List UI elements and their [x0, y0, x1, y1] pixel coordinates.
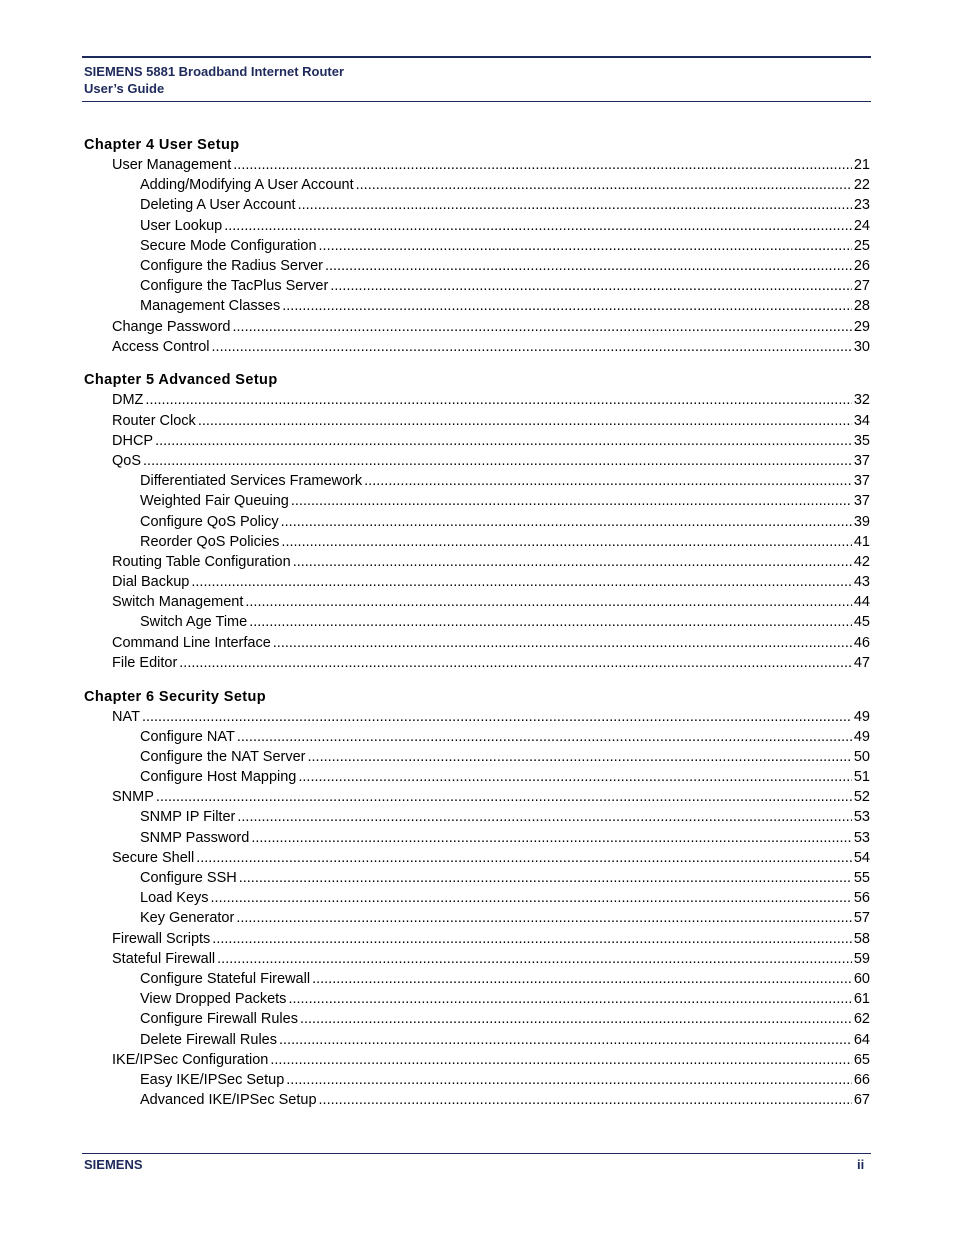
toc-entry-label: DHCP — [112, 432, 154, 449]
toc-entry-label: Configure the Radius Server — [140, 257, 323, 274]
toc-entry-label: Switch Management — [112, 594, 244, 611]
dot-leader — [325, 256, 852, 276]
dot-leader — [282, 296, 852, 316]
toc-entry[interactable] — [84, 1009, 870, 1029]
dot-leader — [237, 807, 852, 827]
toc-entry-page: 64 — [853, 1031, 870, 1048]
toc-entry-label: Secure Shell — [112, 849, 195, 866]
dot-leader — [286, 1070, 852, 1090]
toc-entry[interactable] — [84, 195, 870, 215]
dot-leader — [356, 175, 852, 195]
dot-leader — [273, 633, 852, 653]
toc-entry-label: QoS — [112, 452, 142, 469]
toc-entry-page: 27 — [853, 278, 870, 295]
toc-entry[interactable] — [84, 390, 870, 410]
dot-leader — [191, 572, 851, 592]
toc-entry-page: 66 — [853, 1071, 870, 1088]
toc-entry[interactable] — [84, 969, 870, 989]
dot-leader — [212, 929, 852, 949]
toc-entry-page: 24 — [853, 217, 870, 234]
toc-entry[interactable] — [84, 216, 870, 236]
toc-entry-label: User Management — [112, 157, 232, 173]
toc-entry-page: 32 — [853, 392, 870, 409]
toc-entry[interactable] — [84, 707, 870, 727]
toc-entry[interactable] — [84, 653, 870, 673]
toc-entry[interactable] — [84, 296, 870, 316]
toc-entry[interactable] — [84, 727, 870, 747]
toc-entry[interactable] — [84, 317, 870, 337]
toc-entry-label: Secure Mode Configuration — [140, 237, 317, 254]
toc-entry-label: Command Line Interface — [112, 634, 271, 651]
toc-entry[interactable] — [84, 868, 870, 888]
toc-entry-page: 61 — [853, 991, 870, 1008]
toc-entry-page: 44 — [853, 594, 870, 611]
toc-entry-label: Differentiated Services Framework — [140, 473, 363, 490]
dot-leader — [319, 1090, 852, 1110]
toc-entry-page: 28 — [853, 298, 870, 315]
toc-entry-label: Switch Age Time — [140, 614, 248, 631]
toc-entry-page: 25 — [853, 237, 870, 254]
toc-entry-page: 37 — [853, 473, 870, 490]
dot-leader — [179, 653, 852, 673]
dot-leader — [224, 216, 852, 236]
toc-entry-label: Advanced IKE/IPSec Setup — [140, 1092, 317, 1109]
toc-entry-page: 47 — [853, 654, 870, 671]
dot-leader — [300, 1009, 852, 1029]
toc-entry[interactable] — [84, 276, 870, 296]
header-top-rule — [82, 56, 871, 58]
toc-entry-page: 34 — [853, 412, 870, 429]
toc-entry-label: Configure NAT — [140, 728, 235, 745]
toc-entry-label: NAT — [112, 708, 140, 725]
toc-entry-label: SNMP — [112, 789, 154, 806]
toc-entry-page: 55 — [853, 870, 870, 886]
toc-entry-page: 37 — [853, 452, 870, 469]
toc-entry-label: Configure Host Mapping — [140, 769, 297, 786]
dot-leader — [236, 908, 852, 928]
toc-entry[interactable] — [84, 1070, 870, 1090]
toc-entry[interactable] — [84, 337, 870, 357]
toc-entry-label: Configure the NAT Server — [140, 748, 306, 765]
dot-leader — [288, 989, 851, 1009]
toc-entry-label: Access Control — [112, 338, 210, 355]
toc-entry-label: Configure the TacPlus Server — [140, 278, 329, 295]
toc-entry[interactable] — [84, 1090, 870, 1110]
toc-entry[interactable] — [84, 491, 870, 511]
toc-entry-label: Management Classes — [140, 298, 281, 315]
toc-entry-label: DMZ — [112, 392, 144, 409]
toc-entry[interactable] — [84, 929, 870, 949]
toc-entry[interactable] — [84, 256, 870, 276]
chapter-heading[interactable]: Chapter 6 Security Setup — [84, 688, 267, 705]
toc-entry[interactable] — [84, 431, 870, 451]
toc-entry-page: 67 — [853, 1092, 870, 1109]
toc-entry[interactable] — [84, 747, 870, 767]
toc-entry-page: 49 — [853, 728, 870, 745]
dot-leader — [143, 451, 852, 471]
toc-entry[interactable] — [84, 532, 870, 552]
toc-entry-page: 42 — [853, 553, 870, 570]
toc-entry[interactable] — [84, 236, 870, 256]
toc-entry-page: 57 — [853, 910, 870, 927]
toc-entry[interactable] — [84, 512, 870, 532]
footer-rule — [82, 1153, 871, 1154]
toc-entry-label: Key Generator — [140, 910, 235, 927]
toc-entry-label: SNMP Password — [140, 829, 250, 846]
dot-leader — [239, 868, 852, 888]
dot-leader — [237, 727, 852, 747]
dot-leader — [330, 276, 852, 296]
toc-entry-page: 50 — [853, 748, 870, 765]
toc-entry-label: Change Password — [112, 318, 231, 335]
toc-entry[interactable] — [84, 767, 870, 787]
dot-leader — [217, 949, 852, 969]
toc-entry-label: File Editor — [112, 654, 178, 671]
toc-entry-page: 60 — [853, 970, 870, 987]
dot-leader — [156, 787, 852, 807]
toc-entry-page: 52 — [853, 789, 870, 806]
toc-entry-label: Load Keys — [140, 890, 209, 907]
toc-entry-page: 56 — [853, 890, 870, 907]
toc-entry-label: Weighted Fair Queuing — [140, 493, 289, 510]
footer-page-number: ii — [857, 1157, 865, 1172]
toc-entry-label: Delete Firewall Rules — [140, 1031, 277, 1048]
toc-entry-page: 51 — [853, 769, 870, 786]
dot-leader — [291, 491, 852, 511]
dot-leader — [312, 969, 852, 989]
toc-entry-label: SNMP IP Filter — [140, 809, 236, 826]
toc-entry-label: Dial Backup — [112, 574, 190, 591]
toc-entry-page: 22 — [853, 177, 870, 194]
dot-leader — [233, 317, 852, 337]
toc-entry[interactable] — [84, 989, 870, 1009]
dot-leader — [251, 828, 852, 848]
toc-entry-label: Router Clock — [112, 412, 196, 429]
toc-entry-label: Easy IKE/IPSec Setup — [140, 1071, 285, 1088]
dot-leader — [279, 1030, 852, 1050]
dot-leader — [298, 195, 852, 215]
toc-entry-page: 35 — [853, 432, 870, 449]
toc-entry[interactable] — [84, 572, 870, 592]
toc-entry-page: 26 — [853, 257, 870, 274]
toc-entry-label: Deleting A User Account — [140, 197, 296, 214]
toc-entry-label: View Dropped Packets — [140, 991, 287, 1008]
dot-leader — [155, 431, 852, 451]
toc-entry[interactable] — [84, 1030, 870, 1050]
toc-entry[interactable] — [84, 155, 870, 175]
toc-entry-page: 41 — [853, 533, 870, 550]
dot-leader — [249, 612, 852, 632]
toc-entry[interactable] — [84, 787, 870, 807]
toc-entry-page: 62 — [853, 1011, 870, 1028]
toc-entry-label: Adding/Modifying A User Account — [140, 177, 354, 194]
toc-entry-label: Configure Stateful Firewall — [140, 970, 311, 987]
toc-entry[interactable] — [84, 451, 870, 471]
toc-entry-label: Routing Table Configuration — [112, 553, 291, 570]
dot-leader — [319, 236, 852, 256]
toc-entry[interactable] — [84, 411, 870, 431]
toc-entry[interactable] — [84, 888, 870, 908]
chapter-heading[interactable]: Chapter 4 User Setup — [84, 137, 240, 153]
toc-entry[interactable] — [84, 848, 870, 868]
toc-entry[interactable] — [84, 807, 870, 827]
toc-entry-page: 58 — [853, 930, 870, 947]
dot-leader — [233, 155, 852, 175]
dot-leader — [281, 512, 852, 532]
toc-entry-label: Firewall Scripts — [112, 930, 211, 947]
table-of-contents — [84, 135, 870, 1110]
dot-leader — [293, 552, 852, 572]
toc-entry-page: 54 — [853, 849, 870, 866]
toc-entry-page: 23 — [853, 197, 870, 214]
toc-entry[interactable] — [84, 1050, 870, 1070]
dot-leader — [245, 592, 851, 612]
toc-entry[interactable] — [84, 828, 870, 848]
toc-entry-label: Configure SSH — [140, 870, 237, 886]
toc-entry-page: 53 — [853, 829, 870, 846]
dot-leader — [270, 1050, 851, 1070]
toc-entry-page: 43 — [853, 574, 870, 591]
toc-entry-page: 46 — [853, 634, 870, 651]
toc-entry[interactable] — [84, 612, 870, 632]
toc-entry-label: Stateful Firewall — [112, 950, 216, 967]
document-subtitle: User’s Guide — [84, 81, 165, 96]
toc-entry-page: 53 — [853, 809, 870, 826]
toc-entry-label: Configure QoS Policy — [140, 513, 279, 530]
dot-leader — [307, 747, 851, 767]
dot-leader — [196, 848, 852, 868]
toc-entry-label: IKE/IPSec Configuration — [112, 1051, 269, 1068]
dot-leader — [298, 767, 851, 787]
toc-entry-page: 65 — [853, 1051, 870, 1068]
header-bottom-rule — [82, 101, 871, 102]
toc-entry-label: User Lookup — [140, 217, 223, 234]
toc-entry[interactable] — [84, 552, 870, 572]
toc-entry[interactable] — [84, 633, 870, 653]
toc-entry[interactable] — [84, 949, 870, 969]
toc-entry[interactable] — [84, 471, 870, 491]
toc-entry-page: 37 — [853, 493, 870, 510]
toc-entry-page: 29 — [853, 318, 870, 335]
toc-entry[interactable] — [84, 175, 870, 195]
toc-entry-page: 30 — [853, 338, 870, 355]
toc-entry-label: Reorder QoS Policies — [140, 533, 280, 550]
toc-entry-page: 49 — [853, 708, 870, 725]
footer-brand: SIEMENS — [84, 1157, 143, 1172]
dot-leader — [142, 707, 852, 727]
toc-entry[interactable] — [84, 908, 870, 928]
dot-leader — [212, 337, 852, 357]
toc-entry-page: 21 — [853, 157, 870, 173]
toc-entry-page: 45 — [853, 614, 870, 631]
toc-entry[interactable] — [84, 592, 870, 612]
dot-leader — [211, 888, 852, 908]
dot-leader — [145, 390, 851, 410]
chapter-heading[interactable]: Chapter 5 Advanced Setup — [84, 372, 278, 389]
toc-entry-page: 39 — [853, 513, 870, 530]
dot-leader — [364, 471, 852, 491]
dot-leader — [281, 532, 851, 552]
document-title: SIEMENS 5881 Broadband Internet Router — [84, 64, 345, 79]
toc-entry-label: Configure Firewall Rules — [140, 1011, 298, 1028]
toc-entry-page: 59 — [853, 950, 870, 967]
dot-leader — [198, 411, 852, 431]
